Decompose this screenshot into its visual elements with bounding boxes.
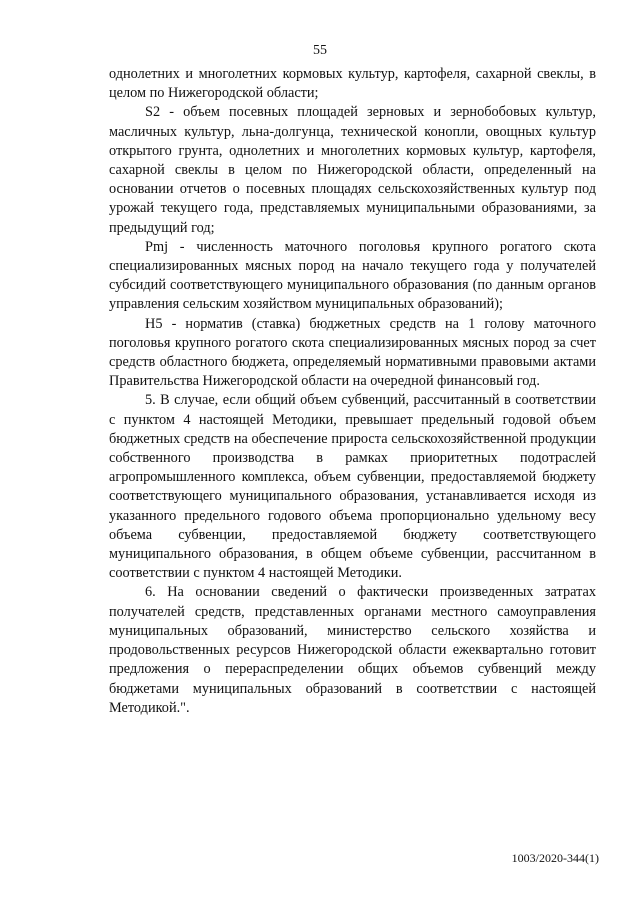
paragraph-continuation: однолетних и многолетних кормовых культур, картофеля, сахарной свеклы, в целом по Нижегородской области; — [109, 66, 596, 102]
page-number: 55 — [313, 43, 327, 58]
paragraph-clause-6: 6. На основании сведений о фактически произведенных затратах получателей средств, представленных органами местного самоуправления муниципальных образований, министерство сельского хозяйства и продовольственных ресурсов Нижегородской области ежеквартально готовит предложения о перераспределении общих объемов субвенций между бюджетами муниципальных образований в соответствии с настоящей Методикой.". — [109, 584, 596, 716]
paragraph-clause-5: 5. В случае, если общий объем субвенций, рассчитанный в соответствии с пунктом 4 настоящей Методики, превышает предельный годовой объем бюджетных средств на обеспечение прироста сельскохозяйственной продукции собственного производства в рамках приоритетных подотраслей агропромышленного комплекса, объем субвенции, предоставляемой бюджету соответствующего муниципального образования, устанавливается исходя из указанного предельного годового объема пропорционально удельному весу объема субвенции, предоставляемой бюджету соответствующего муниципального образования, в общем объеме субвенции, рассчитанном в соответствии с пунктом 4 настоящей Методики. — [109, 392, 596, 582]
document-code: 1003/2020-344(1) — [511, 851, 599, 865]
paragraph-h5-definition: Н5 - норматив (ставка) бюджетных средств на 1 голову маточного поголовья крупного рогатого скота специализированных мясных пород за счет средств областного бюджета, определяемый нормативными правовыми актами Правительства Нижегородской области на очередной финансовый год. — [109, 315, 596, 390]
paragraph-s2-definition: S2 - объем посевных площадей зерновых и зернобобовых культур, масличных культур, льна-долгунца, технической конопли, овощных культур открытого грунта, однолетних и многолетних кормовых культур, картофеля, сахарной свеклы в целом по Нижегородской области, определенный на основании отчетов о посевных площадях сельскохозяйственных культур под урожай текущего года, представляемых муниципальными образованиями, за предыдущий год; — [109, 104, 596, 236]
document-body — [109, 65, 596, 718]
paragraph-pmj-definition: Pmj - численность маточного поголовья крупного рогатого скота специализированных мясных пород на начало текущего года у получателей субсидий соответствующего муниципального образования (по данным органов управления сельским хозяйством муниципальных образований); — [109, 238, 596, 313]
